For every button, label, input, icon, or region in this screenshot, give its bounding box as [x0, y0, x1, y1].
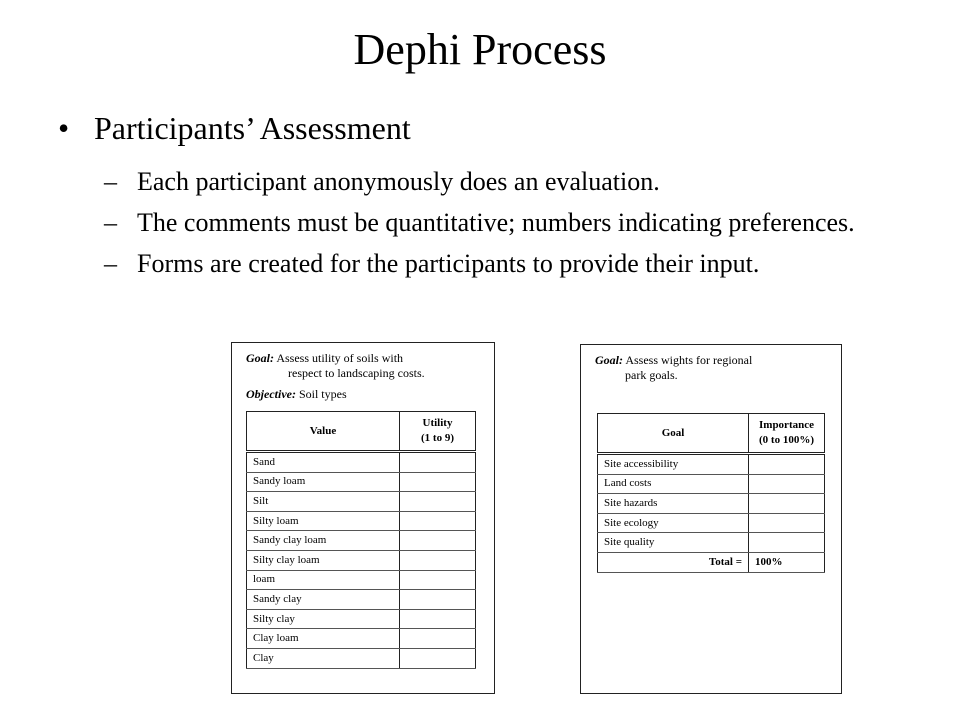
soil-table [246, 411, 476, 669]
utility-entry-cell[interactable] [400, 511, 476, 531]
table-row: Site hazards [598, 494, 825, 514]
table-row: Land costs [598, 474, 825, 494]
utility-column-header: Utility (1 to 9) [400, 412, 476, 452]
dash-icon: – [104, 167, 117, 196]
importance-column-header: Importance (0 to 100%) [749, 414, 825, 454]
table-row: Site quality [598, 533, 825, 553]
total-value: 100% [749, 552, 825, 572]
importance-entry-cell[interactable] [749, 454, 825, 475]
table-row: Sandy clay [247, 590, 476, 610]
importance-entry-cell[interactable] [749, 513, 825, 533]
utility-entry-cell[interactable] [400, 472, 476, 492]
slide-title: Dephi Process [353, 25, 607, 74]
form-goal: Goal: Assess wights for regional park goals. [595, 353, 753, 382]
utility-entry-cell[interactable] [400, 590, 476, 610]
value-column-header: Value [247, 412, 400, 452]
goal-weights-form [580, 344, 842, 694]
importance-entry-cell[interactable] [749, 494, 825, 514]
main-bullet-text: Participants’ Assessment [94, 110, 411, 146]
table-row: Clay [247, 648, 476, 668]
table-row: Sand [247, 452, 476, 473]
table-row: Sandy loam [247, 472, 476, 492]
utility-entry-cell[interactable] [400, 492, 476, 512]
dash-icon: – [104, 208, 117, 237]
sub-bullet: – The comments must be quantitative; numbers indicating preferences. [104, 208, 855, 237]
table-row: Silty clay [247, 609, 476, 629]
table-row: Silt [247, 492, 476, 512]
dash-icon: – [104, 249, 117, 278]
sub-bullet: – Each participant anonymously does an evaluation. [104, 167, 660, 196]
total-row [598, 552, 825, 572]
table-row: loam [247, 570, 476, 590]
utility-entry-cell[interactable] [400, 609, 476, 629]
importance-entry-cell[interactable] [749, 474, 825, 494]
table-row: Site accessibility [598, 454, 825, 475]
main-bullet [58, 108, 411, 148]
bullet-dot-icon: • [58, 110, 70, 146]
table-row: Clay loam [247, 629, 476, 649]
goal-table [597, 413, 825, 573]
form-objective: Objective: Soil types [246, 387, 347, 401]
sub-bullet: – Forms are created for the participants to provide their input. [104, 249, 760, 278]
utility-entry-cell[interactable] [400, 550, 476, 570]
importance-entry-cell[interactable] [749, 533, 825, 553]
soil-utility-form [231, 342, 495, 694]
utility-entry-cell[interactable] [400, 452, 476, 473]
total-label: Total = [598, 552, 749, 572]
table-row: Silty clay loam [247, 550, 476, 570]
table-row: Site ecology [598, 513, 825, 533]
goal-column-header: Goal [598, 414, 749, 454]
utility-entry-cell[interactable] [400, 531, 476, 551]
form-goal: Goal: Assess utility of soils with respect to landscaping costs. [246, 351, 425, 380]
utility-entry-cell[interactable] [400, 648, 476, 668]
table-row: Silty loam [247, 511, 476, 531]
table-row: Sandy clay loam [247, 531, 476, 551]
sub-bullet-list [104, 166, 944, 289]
utility-entry-cell[interactable] [400, 629, 476, 649]
utility-entry-cell[interactable] [400, 570, 476, 590]
